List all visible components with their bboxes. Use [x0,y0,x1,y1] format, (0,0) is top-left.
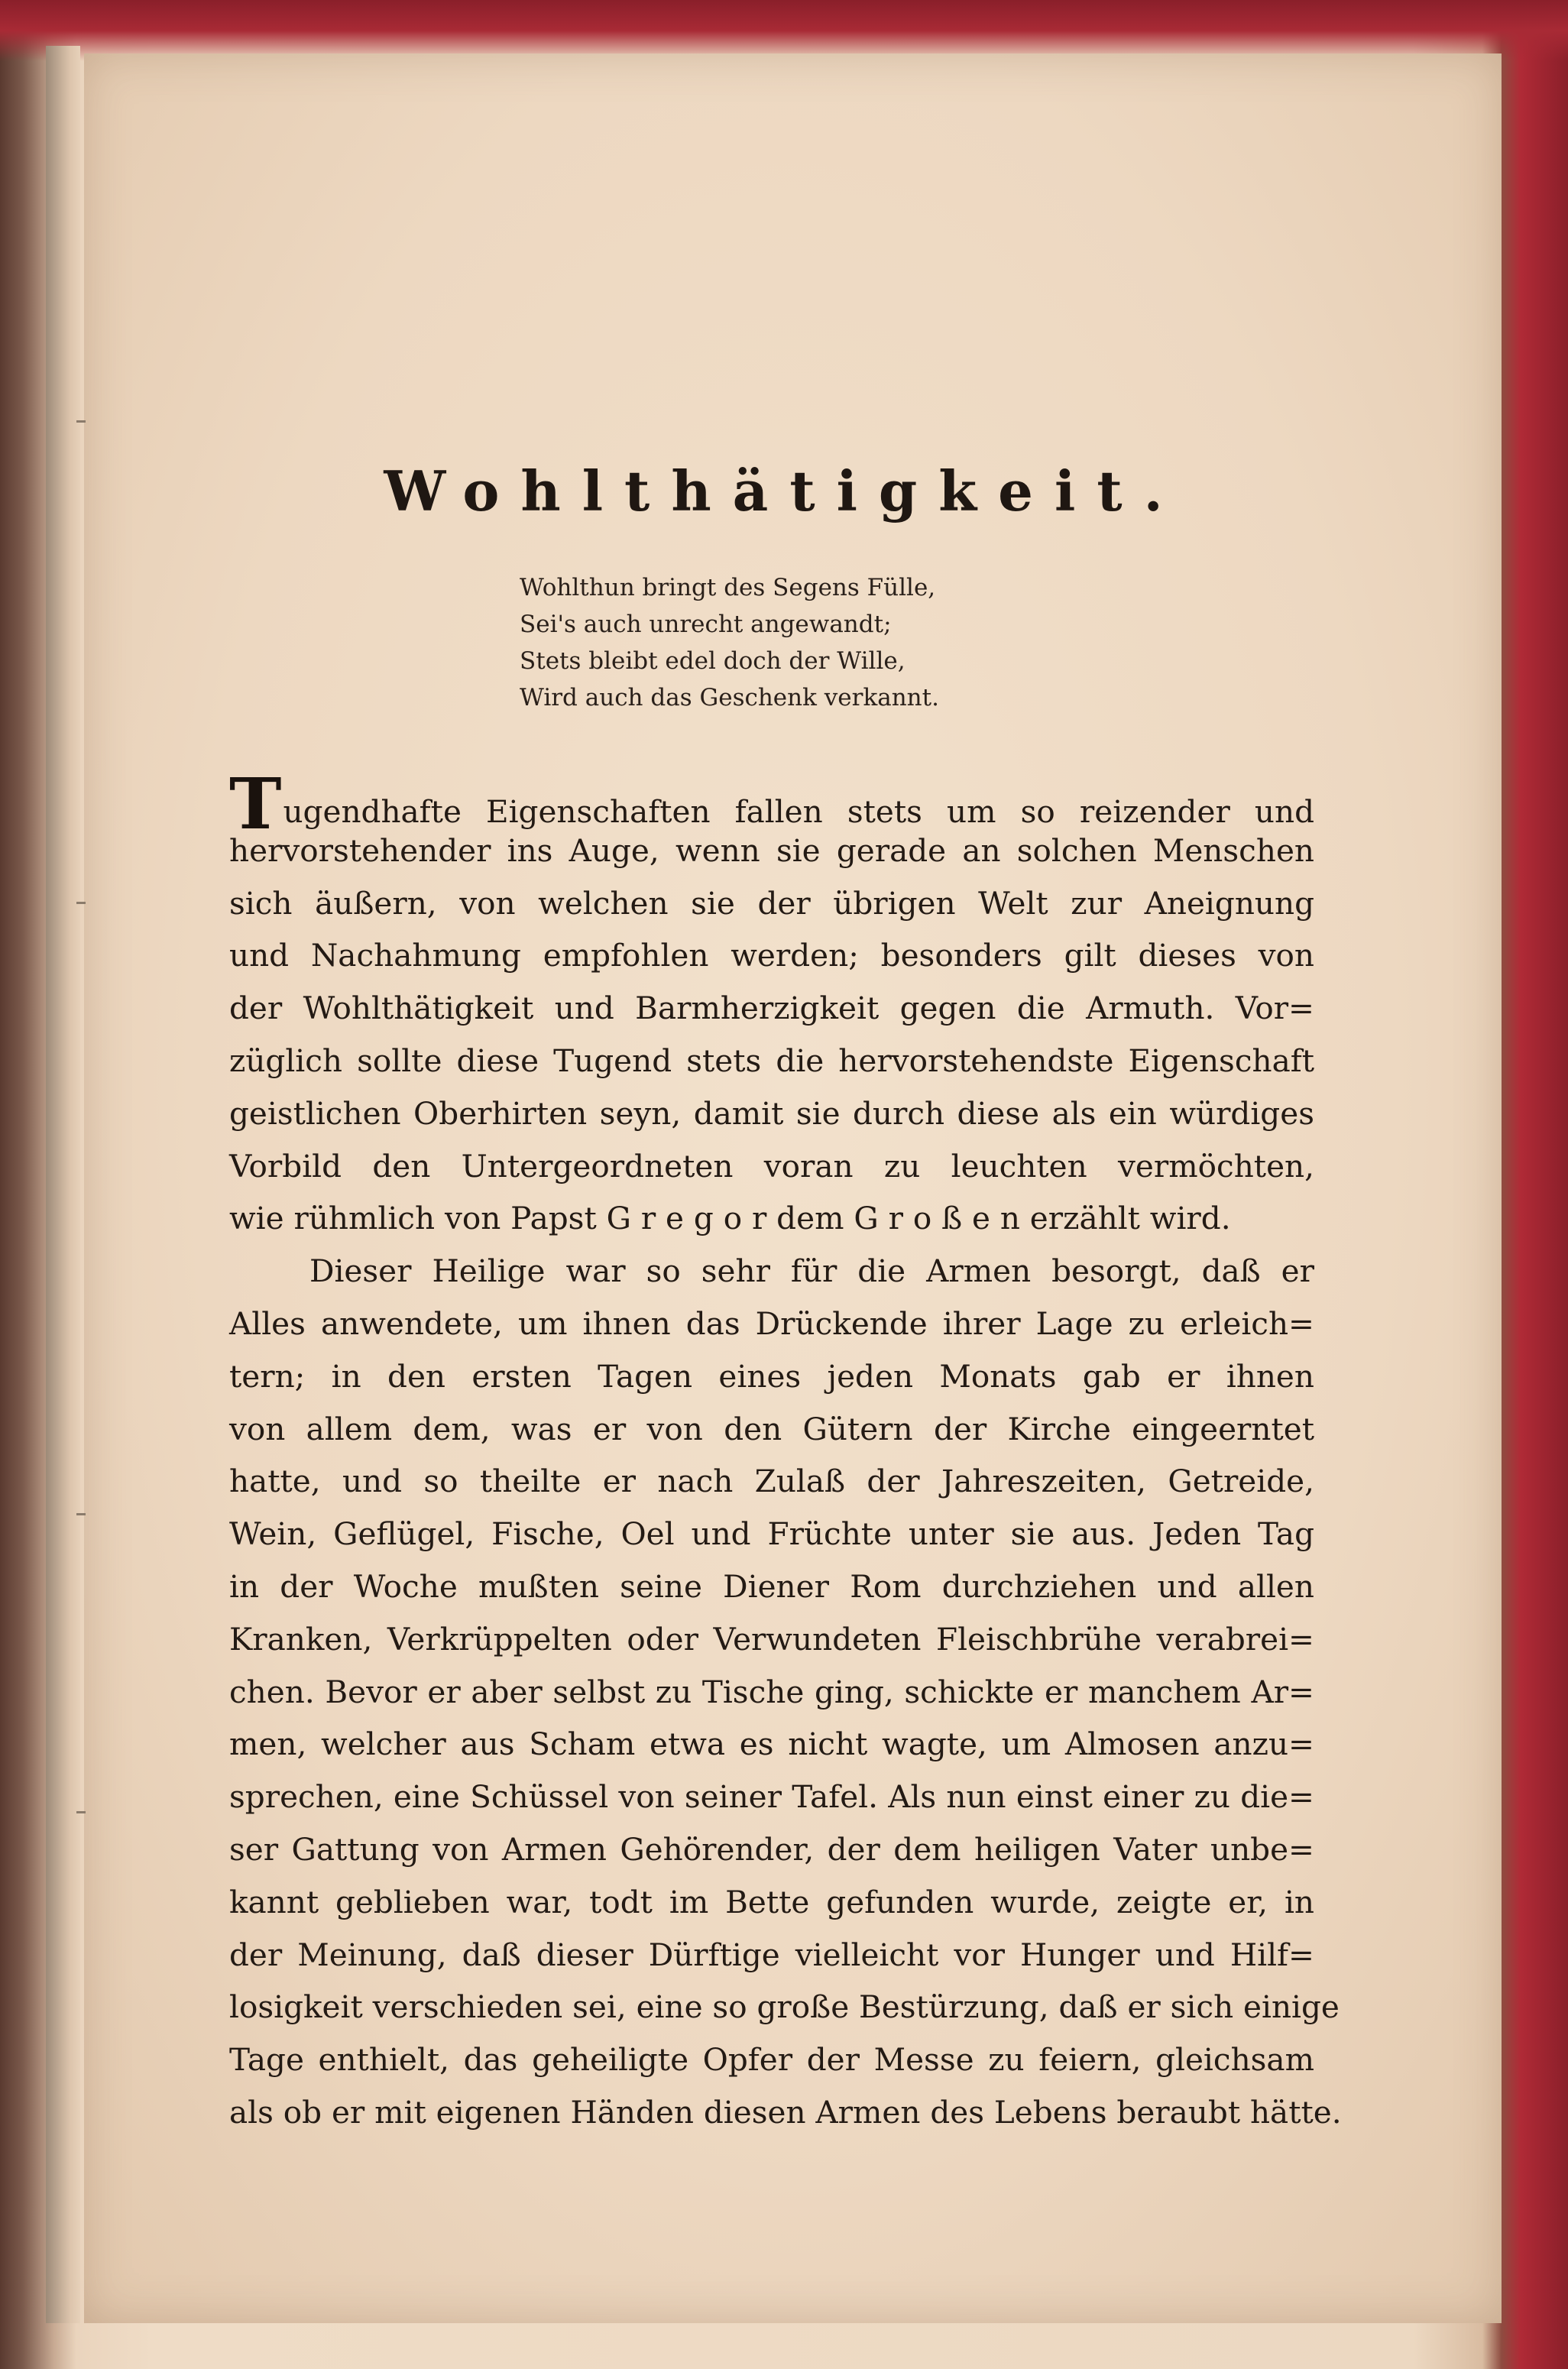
text-line: Dieser Heilige war so sehr für die Armen besorgt, daß er [309,1253,1314,1290]
text-line: Kranken, Verkrüppelten oder Verwundeten Fleischbrühe verabrei= [229,1620,1314,1658]
page-title: Wohlthätigkeit. [384,459,1184,523]
text-line: geistlichen Oberhirten seyn, damit sie durch diese als ein würdiges [229,1094,1314,1132]
text-line: chen. Bevor er aber selbst zu Tische ging, schickte er manchem Ar= [229,1673,1314,1710]
drop-cap: T [229,763,282,845]
text-line: der Meinung, daß dieser Dürftige vielleicht vor Hunger und Hilf= [229,1936,1314,1973]
text-line-rest: ugendhafte Eigenschaften fallen stets um so reizender und [283,793,1314,830]
margin-mark [76,902,86,904]
text-line: und Nachahmung empfohlen werden; besonders gilt dieses von [229,937,1314,974]
text-line: züglich sollte diese Tugend stets die hervorstehendste Eigenschaft [229,1042,1314,1079]
body-text [229,763,1342,2139]
margin-mark [76,420,86,423]
motto-line: Stets bleibt edel doch der Wille, [520,647,905,675]
text-line: tern; in den ersten Tagen eines jeden Monats gab er ihnen [229,1357,1314,1395]
text-line: men, welcher aus Scham etwa es nicht wagte, um Almosen anzu= [229,1726,1314,1763]
text-line: Tage enthielt, das geheiligte Opfer der Messe zu feiern, gleichsam [229,2041,1314,2079]
motto-verse [520,569,1070,716]
page-gutter [46,46,80,2323]
text-line: Wein, Geflügel, Fische, Oel und Früchte unter sie aus. Jeden Tag [229,1515,1314,1553]
text-line: wie rühmlich von Papst G r e g o r dem G r o ß e n erzählt wird. [229,1200,1231,1237]
margin-mark [76,1513,86,1515]
text-line: hatte, und so theilte er nach Zulaß der Jahreszeiten, Getreide, [229,1463,1314,1500]
text-line: losigkeit verschieden sei, eine so große Bestürzung, daß er sich einige [229,1988,1340,2026]
text-line: ser Gattung von Armen Gehörender, der dem heiligen Vater unbe= [229,1830,1314,1868]
text-line: Alles anwendete, um ihnen das Drückende ihrer Lage zu erleich= [229,1304,1314,1342]
text-line [229,763,1314,845]
margin-mark [76,1811,86,1813]
motto-line: Sei's auch unrecht angewandt; [520,611,892,638]
text-line: von allem dem, was er von den Gütern der Kirche eingeerntet [229,1410,1314,1447]
text-line: als ob er mit eigenen Händen diesen Armen des Lebens beraubt hätte. [229,2093,1342,2131]
text-line: sich äußern, von welchen sie der übrigen Welt zur Aneignung [229,884,1314,922]
text-line: der Wohlthätigkeit und Barmherzigkeit gegen die Armuth. Vor= [229,990,1314,1027]
text-line: sprechen, eine Schüssel von seiner Tafel. Als nun einst einer zu die= [229,1778,1314,1816]
motto-line: Wird auch das Geschenk verkannt. [520,684,939,711]
text-line: Vorbild den Untergeordneten voran zu leuchten vermöchten, [229,1147,1314,1184]
text-line: hervorstehender ins Auge, wenn sie gerade an solchen Menschen [229,831,1314,869]
motto-line: Wohlthun bringt des Segens Fülle, [520,574,936,601]
text-line: kannt geblieben war, todt im Bette gefunden wurde, zeigte er, in [229,1883,1314,1920]
book-cover-edge [0,0,1568,61]
text-line: in der Woche mußten seine Diener Rom durchziehen und allen [229,1567,1314,1605]
